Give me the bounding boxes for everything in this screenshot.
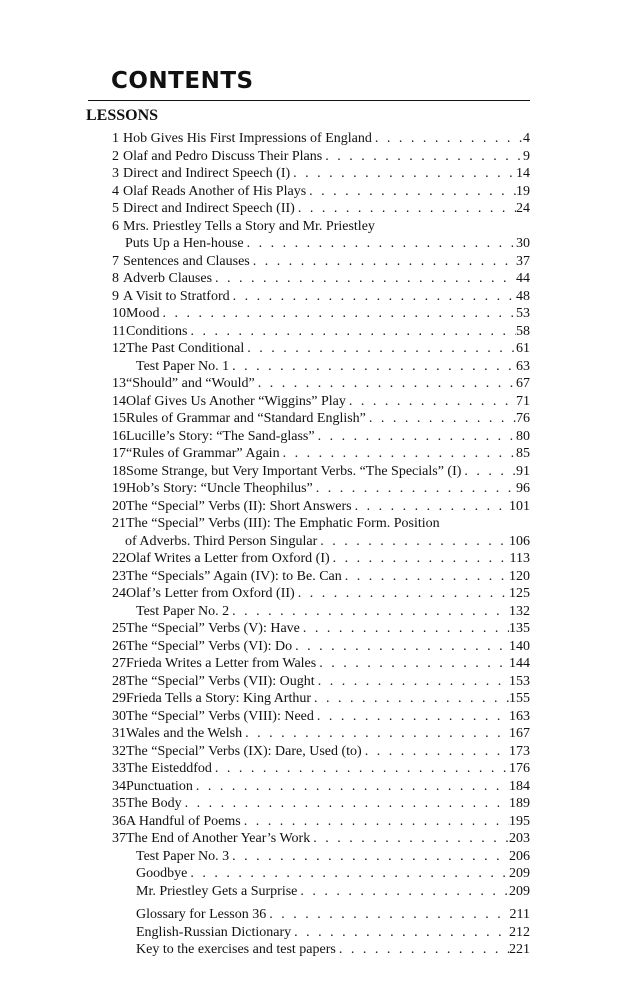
page-number: 61 xyxy=(516,341,530,356)
dot-leader xyxy=(241,814,509,830)
entry-title: Test Paper No. 1 xyxy=(136,358,230,374)
entry-title: The “Special” Verbs (VII): Ought xyxy=(126,673,315,689)
lesson-number: 29 xyxy=(112,691,126,706)
page-number: 176 xyxy=(509,761,530,776)
lesson-number: 3 xyxy=(112,166,119,181)
toc-entry xyxy=(112,674,530,692)
dot-leader xyxy=(372,131,523,147)
toc-entry xyxy=(112,324,530,342)
page-number: 153 xyxy=(509,673,530,689)
toc-entry xyxy=(112,359,530,377)
dot-leader xyxy=(297,884,509,900)
section-heading: LESSONS xyxy=(86,107,159,124)
toc-entry xyxy=(112,925,530,943)
page-number: 206 xyxy=(509,848,530,864)
dot-leader xyxy=(212,271,516,287)
dot-leader xyxy=(336,942,509,958)
lesson-number: 36 xyxy=(112,813,126,829)
entry-title: Test Paper No. 2 xyxy=(136,603,230,619)
lesson-number: 8 xyxy=(112,271,119,286)
lesson-number: 31 xyxy=(112,726,126,741)
dot-leader xyxy=(313,481,516,497)
toc-entry xyxy=(112,516,530,534)
entry-title: The “Special” Verbs (VI): Do xyxy=(126,638,293,654)
entry-title: Mr. Priestley Gets a Surprise xyxy=(136,883,298,899)
page-number: 155 xyxy=(509,691,530,706)
page-number: 135 xyxy=(509,621,530,636)
toc-entry xyxy=(112,131,530,149)
dot-leader xyxy=(244,236,516,252)
dot-leader xyxy=(291,925,509,941)
dot-leader xyxy=(230,289,516,305)
toc-entry xyxy=(112,866,530,884)
toc-entry xyxy=(112,779,530,797)
entry-title: The End of Another Year’s Work xyxy=(126,831,311,846)
lesson-number: 17 xyxy=(112,446,126,461)
page-number: 85 xyxy=(516,446,530,461)
toc-entry xyxy=(112,586,530,604)
entry-title: Punctuation xyxy=(126,778,193,794)
page-number: 30 xyxy=(516,236,530,251)
page-number: 71 xyxy=(516,393,530,409)
toc-entry xyxy=(112,621,530,639)
toc-entry xyxy=(112,446,530,464)
entry-title: The “Special” Verbs (III): The Emphatic Form. Position xyxy=(126,516,440,531)
toc-entry xyxy=(112,814,530,832)
toc-entry xyxy=(112,604,530,622)
toc-entry xyxy=(112,254,530,272)
entry-title: Glossary for Lesson 36 xyxy=(136,907,267,922)
entry-title: Direct and Indirect Speech (II) xyxy=(123,201,295,216)
dot-leader xyxy=(316,656,509,672)
page-number: 163 xyxy=(509,708,530,724)
toc-entry xyxy=(112,376,530,394)
page-number: 184 xyxy=(509,778,530,794)
lesson-number: 24 xyxy=(112,586,126,601)
dot-leader xyxy=(330,551,510,567)
lesson-number: 22 xyxy=(112,551,126,566)
page-number: 96 xyxy=(516,481,530,496)
page-number: 120 xyxy=(509,568,530,584)
lesson-number: 7 xyxy=(112,253,119,269)
entry-title: Hob’s Story: “Uncle Theophilus” xyxy=(126,481,313,496)
dot-leader xyxy=(229,604,509,620)
dot-leader xyxy=(250,254,516,270)
page-number: 4 xyxy=(523,131,530,146)
page-number: 209 xyxy=(509,866,530,881)
page-number: 67 xyxy=(516,376,530,391)
lesson-number: 30 xyxy=(112,708,126,724)
page-number: 211 xyxy=(509,907,530,922)
toc-entry xyxy=(112,149,530,167)
lesson-number: 15 xyxy=(112,411,126,426)
toc-entry xyxy=(112,761,530,779)
entry-title: Olaf’s Letter from Oxford (II) xyxy=(126,586,295,601)
lesson-number: 35 xyxy=(112,796,126,811)
toc-entry xyxy=(112,411,530,429)
toc-entry xyxy=(112,726,530,744)
lesson-number: 10 xyxy=(112,306,126,321)
toc-entry xyxy=(112,569,530,587)
page-number: 173 xyxy=(509,743,530,759)
dot-leader xyxy=(295,586,509,602)
toc-entry xyxy=(112,481,530,499)
lesson-number: 34 xyxy=(112,778,126,794)
toc-entry xyxy=(112,499,530,517)
toc-list xyxy=(112,131,530,960)
page-number: 58 xyxy=(516,323,530,339)
entry-title: A Visit to Stratford xyxy=(123,288,230,304)
page-title: CONTENTS xyxy=(111,68,254,94)
page-number: 44 xyxy=(516,271,530,286)
toc-entry xyxy=(112,394,530,412)
page-number: 167 xyxy=(509,726,530,741)
entry-title: Key to the exercises and test papers xyxy=(136,942,336,957)
entry-title: Frieda Tells a Story: King Arthur xyxy=(126,691,312,706)
page-number: 91 xyxy=(516,463,530,479)
toc-entry xyxy=(112,341,530,359)
dot-leader xyxy=(229,849,509,865)
entry-title: Lucille’s Story: “The Sand-glass” xyxy=(126,428,315,444)
page-number: 63 xyxy=(516,358,530,374)
toc-entry xyxy=(112,849,530,867)
lesson-number: 13 xyxy=(112,376,126,391)
toc-entry xyxy=(112,796,530,814)
entry-title: The Past Conditional xyxy=(126,341,245,356)
lesson-number: 1 xyxy=(112,131,119,146)
page-number: 221 xyxy=(509,942,530,957)
lesson-number: 2 xyxy=(112,148,119,164)
dot-leader xyxy=(193,779,509,795)
title-rule xyxy=(88,100,530,101)
page-number: 53 xyxy=(516,306,530,321)
toc-entry xyxy=(112,691,530,709)
page-number: 48 xyxy=(516,288,530,304)
lesson-number: 20 xyxy=(112,498,126,514)
page-number: 195 xyxy=(509,813,530,829)
entry-title: English-Russian Dictionary xyxy=(136,924,292,940)
page-number: 113 xyxy=(509,551,530,566)
entry-title: Mrs. Priestley Tells a Story and Mr. Priestley xyxy=(123,218,375,234)
dot-leader xyxy=(292,639,509,655)
toc-entry xyxy=(112,656,530,674)
page-number: 212 xyxy=(509,924,530,940)
dot-leader xyxy=(255,376,516,392)
entry-title: The “Special” Verbs (VIII): Need xyxy=(126,708,314,724)
toc-entry xyxy=(112,942,530,960)
entry-title: “Should” and “Would” xyxy=(126,376,255,391)
entry-title: Rules of Grammar and “Standard English” xyxy=(126,411,366,426)
lesson-number: 9 xyxy=(112,288,119,304)
page-number: 132 xyxy=(509,603,530,619)
toc-entry-continuation xyxy=(112,236,530,254)
dot-leader xyxy=(290,166,516,182)
toc-entry xyxy=(112,166,530,184)
lesson-number: 27 xyxy=(112,656,126,671)
page-number: 203 xyxy=(509,831,530,846)
lesson-number: 19 xyxy=(112,481,126,496)
toc-entry xyxy=(112,884,530,902)
entry-title: Goodbye xyxy=(136,866,188,881)
entry-title: Hob Gives His First Impressions of England xyxy=(123,131,372,146)
lesson-number: 6 xyxy=(112,218,119,234)
toc-entry xyxy=(112,289,530,307)
dot-leader xyxy=(187,866,509,882)
entry-title: Olaf and Pedro Discuss Their Plans xyxy=(123,148,323,164)
lesson-number: 33 xyxy=(112,761,126,776)
dot-leader xyxy=(182,796,509,812)
entry-title: Frieda Writes a Letter from Wales xyxy=(126,656,317,671)
dot-leader xyxy=(310,831,509,847)
dot-leader xyxy=(229,359,516,375)
lesson-number: 23 xyxy=(112,568,126,584)
toc-entry xyxy=(112,429,530,447)
dot-leader xyxy=(300,621,509,637)
toc-entry xyxy=(112,639,530,657)
dot-leader xyxy=(244,341,516,357)
page-number: 37 xyxy=(516,253,530,269)
toc-entry xyxy=(112,464,530,482)
entry-title: Olaf Reads Another of His Plays xyxy=(123,183,307,199)
toc-entry xyxy=(112,184,530,202)
lesson-number: 18 xyxy=(112,463,126,479)
page-number: 125 xyxy=(509,586,530,601)
lesson-number: 28 xyxy=(112,673,126,689)
entry-title: Mood xyxy=(126,306,160,321)
entry-title: A Handful of Poems xyxy=(126,813,241,829)
lesson-number: 32 xyxy=(112,743,126,759)
dot-leader xyxy=(317,534,509,550)
lesson-number: 4 xyxy=(112,183,119,199)
entry-title-continued: Puts Up a Hen-house xyxy=(125,236,244,251)
entry-title: Conditions xyxy=(126,323,188,339)
entry-title: Sentences and Clauses xyxy=(123,253,250,269)
dot-leader xyxy=(266,907,509,923)
entry-title: Some Strange, but Very Important Verbs. “The Specials” (I) xyxy=(126,463,462,479)
dot-leader xyxy=(187,324,516,340)
page-number: 14 xyxy=(516,166,530,181)
page-number: 9 xyxy=(523,148,530,164)
entry-title: Adverb Clauses xyxy=(123,271,213,286)
entry-title: The “Special” Verbs (V): Have xyxy=(126,621,300,636)
entry-title: The Eisteddfod xyxy=(126,761,212,776)
dot-leader xyxy=(352,499,509,515)
toc-entry-continuation xyxy=(112,534,530,552)
dot-leader xyxy=(212,761,509,777)
toc-entry xyxy=(112,744,530,762)
page-number: 76 xyxy=(516,411,530,426)
entry-title: Test Paper No. 3 xyxy=(136,848,230,864)
dot-leader xyxy=(295,201,516,217)
page-number: 101 xyxy=(509,498,530,514)
dot-leader xyxy=(311,691,509,707)
lesson-number: 26 xyxy=(112,638,126,654)
page-number: 19 xyxy=(516,183,530,199)
entry-title: The “Special” Verbs (II): Short Answers xyxy=(126,498,352,514)
entry-title-continued: of Adverbs. Third Person Singular xyxy=(125,533,318,549)
lesson-number: 21 xyxy=(112,516,126,531)
lesson-number: 16 xyxy=(112,428,126,444)
toc-entry xyxy=(112,306,530,324)
entry-title: The “Special” Verbs (IX): Dare, Used (to) xyxy=(126,743,362,759)
lesson-number: 5 xyxy=(112,201,119,216)
entry-title: Olaf Gives Us Another “Wiggins” Play xyxy=(126,393,346,409)
entry-title: Wales and the Welsh xyxy=(126,726,243,741)
page-number: 106 xyxy=(509,533,530,549)
lesson-number: 37 xyxy=(112,831,126,846)
toc-entry xyxy=(112,201,530,219)
dot-leader xyxy=(314,709,509,725)
toc-entry xyxy=(112,219,530,237)
dot-leader xyxy=(306,184,516,200)
dot-leader xyxy=(362,744,509,760)
page-number: 80 xyxy=(516,428,530,444)
dot-leader xyxy=(461,464,516,480)
entry-title: The Body xyxy=(126,796,182,811)
dot-leader xyxy=(322,149,523,165)
page-number: 140 xyxy=(509,638,530,654)
entry-title: Direct and Indirect Speech (I) xyxy=(123,166,291,181)
entry-title: Olaf Writes a Letter from Oxford (I) xyxy=(126,551,330,566)
page-number: 24 xyxy=(516,201,530,216)
dot-leader xyxy=(366,411,516,427)
dot-leader xyxy=(315,674,509,690)
toc-entry xyxy=(112,907,530,925)
page-number: 189 xyxy=(509,796,530,811)
dot-leader xyxy=(159,306,516,322)
dot-leader xyxy=(242,726,509,742)
toc-entry xyxy=(112,709,530,727)
lesson-number: 14 xyxy=(112,393,126,409)
dot-leader xyxy=(342,569,509,585)
entry-title: The “Specials” Again (IV): to Be. Can xyxy=(126,568,342,584)
dot-leader xyxy=(315,429,516,445)
lesson-number: 12 xyxy=(112,341,126,356)
page-number: 144 xyxy=(509,656,530,671)
toc-entry xyxy=(112,551,530,569)
toc-entry xyxy=(112,831,530,849)
dot-leader xyxy=(346,394,516,410)
toc-entry xyxy=(112,271,530,289)
lesson-number: 11 xyxy=(112,323,126,339)
lesson-number: 25 xyxy=(112,621,126,636)
page-number: 209 xyxy=(509,883,530,899)
entry-title: “Rules of Grammar” Again xyxy=(126,446,280,461)
dot-leader xyxy=(280,446,516,462)
